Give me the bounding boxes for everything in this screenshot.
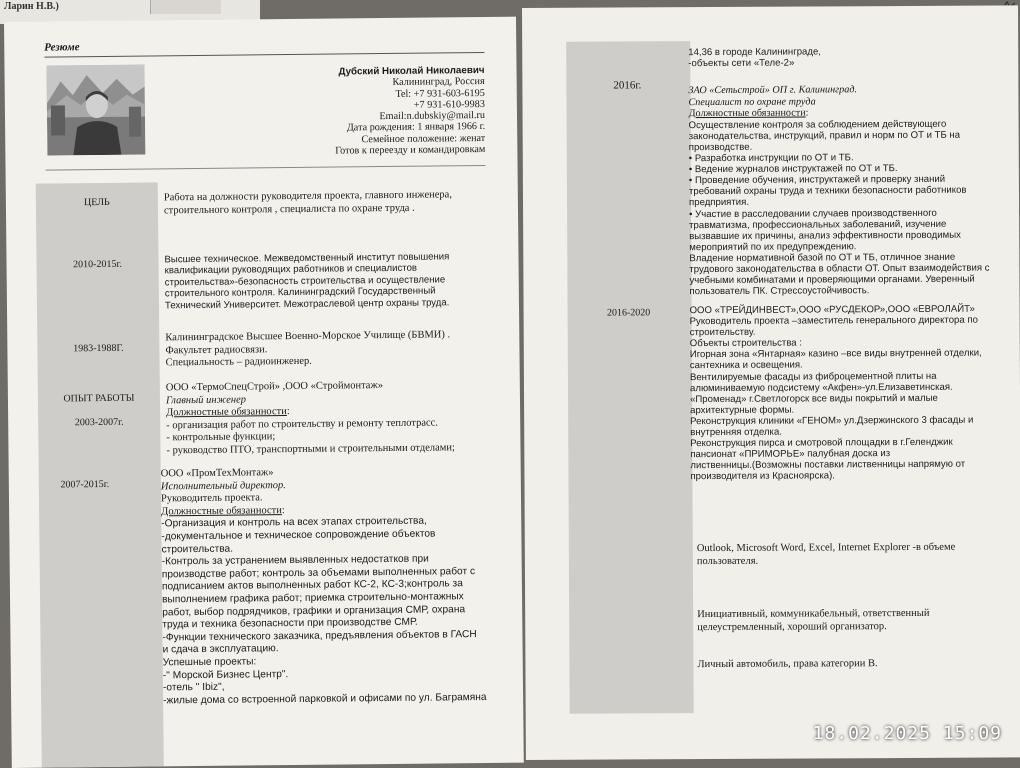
job-line: «Променад» г.Светлогорск все виды покрытий и малые — [690, 392, 938, 405]
job-3-duties-header: Должностные обязанности — [688, 107, 806, 120]
candidate-email: Email:n.dubskiy@mail.ru — [379, 110, 486, 123]
candidate-phone-2: +7 931-610-9983 — [413, 98, 485, 111]
duty-line: -Функции технического заказчика, предъявления объектов в ГАСН — [162, 628, 477, 644]
duty-line: пользователь ПК. Стрессоустойчивость. — [689, 285, 870, 298]
duty-line: -" Морской Бизнес Центр". — [162, 668, 289, 681]
education-1-years: 2010-2015г. — [73, 258, 123, 271]
job-line: алюминиваемую подсистему «Акфен»-ул.Елизаветинская. — [689, 381, 953, 394]
duty-line: -отель " Ibiz", — [162, 681, 225, 694]
job-1-years: 2003-2007г. — [74, 416, 124, 429]
experience-label: ОПЫТ РАБОТЫ — [63, 392, 135, 405]
goal-label: ЦЕЛЬ — [83, 196, 110, 209]
profile-photo — [46, 65, 145, 156]
job-line: пансионат «ПРИМОРЬЕ» палубная доска из — [690, 448, 891, 461]
right-label-column — [566, 41, 694, 714]
job-2-duties — [161, 515, 486, 707]
duty-line: требований охраны труда и техники безопасности работников — [688, 185, 967, 198]
job-2-years: 2007-2015г. — [60, 478, 110, 491]
goal-line: строительного контроля , специалиста по охране труда . — [163, 202, 415, 216]
goal-text — [164, 189, 452, 217]
job-2-duties-header: Должностные обязанности — [161, 504, 282, 518]
job-3-title: Специалист по охране труда — [688, 96, 816, 108]
job-line: Реконструкция пирса и смотровой площадки в г.Геленджик — [690, 436, 953, 450]
duty-line: учебными комбинатами и проверяющими органами. Уверенный — [689, 273, 975, 287]
background-paper-corner — [150, 0, 221, 14]
duty-line: -Организация и контроль на всех этапах строительства, — [161, 515, 427, 530]
job-line: Объекты строительства : — [689, 337, 802, 350]
job-line: архитектурные формы. — [690, 404, 795, 416]
duty-line: - контрольные функции; — [166, 431, 276, 444]
candidate-marital-status: Семейное положение: женат — [361, 132, 486, 146]
duty-line: • Ведение журналов инструктажей по ОТ и ТБ. — [688, 163, 898, 176]
duty-line: предприятия. — [688, 197, 750, 209]
duty-line: вызвавшие их причины, анализ эффективности проводимых — [689, 229, 961, 242]
job-line: сантехника и освещения. — [689, 360, 803, 372]
job-2-title: Исполнительный директор. — [160, 479, 286, 492]
duty-line: -документальное и техническое сопровождение объектов — [161, 528, 436, 543]
personal-qualities — [697, 608, 929, 634]
duty-line: трудового законодательства в области ОТ. Опыт взаимодействия с — [689, 262, 990, 276]
duty-line: выполнением графика работ; приемка строительно-монтажных — [162, 591, 464, 606]
duty-line: производстве. — [688, 141, 753, 154]
job-3-duties — [689, 118, 990, 297]
duty-line: • Проведение обучения, инструктажей и проверку знаний — [688, 174, 946, 187]
job-line: Руководитель проекта –заместитель генерального директора по — [689, 314, 978, 328]
duty-line: Осуществление контроля за соблюдением действующего — [688, 118, 947, 131]
contact-block — [274, 65, 485, 158]
job-3-text: ЗАО «Сетьстрой» ОП г. Калининград. Специалист по охране труда Должностные обязанности: Осуществление контроля за соблюдением действующего законодательства, инструкций, правил и норм по ОТ и ТБ на производстве. • Разработка инструкции по ОТ и ТБ. • Ведение журналов инструктажей по ОТ и ТБ. • Проведение обучения, инструктажей и проверку знаний требований охраны труда и техники безопасности работников предприятия. • Участие в расследовании случаев производственного травматизма, профессиональных заболеваний, изучение вызвавшие их причины, анализ эффективности проводимых мероприятий по их предупреждению. Владение нормативной базой по ОТ и ТБ, отличное знание трудового законодательства в области ОТ. Опыт взаимодействия с учебными комбинатами и проверяющими органами. Уверенный пользователь ПК. Стрессоустойчивость. — [688, 84, 990, 298]
job-2-company: ООО «ПромТехМонтаж» — [160, 467, 274, 480]
duty-line: -жилые дома со встроенной парковкой и офисами по ул. Баграмяна — [163, 691, 487, 707]
software-skills — [697, 542, 956, 569]
job-line: внутренняя отделка. — [690, 426, 782, 439]
qualities-line: Инициативный, коммуникабельный, ответственный — [697, 607, 930, 621]
edu-line: Факультет радиосвязи. — [165, 343, 268, 356]
duty-line: законодательства, инструкций, правил и норм по ОТ и ТБ на — [688, 129, 961, 143]
job-2-role: Руководитель проекта. — [160, 492, 263, 505]
job-1-text: ООО «ТермоСпецСтрой» ,ООО «Строймонтаж» Главный инженер Должностные обязанности: - организация работ по строительству и ремонту теплотрасс. - контрольные функции; - руководство ПТО, транспортными и строительными отделами; — [165, 380, 455, 457]
resume-page-right — [522, 5, 1020, 760]
duty-line: труда и техника безопасности при производстве СМР. — [162, 616, 418, 631]
resume-title: Резюме — [44, 41, 80, 54]
goal-line: Работа на должности руководителя проекта, главного инженера, — [163, 189, 453, 204]
edu-line: Специальность – радиоинженер. — [165, 355, 312, 369]
job-1-duties-header: Должностные обязанности — [166, 406, 287, 419]
job-2-text: ООО «ПромТехМонтаж» Исполнительный директор. Руководитель проекта. Должностные обязанности: -Организация и контроль на всех этапах строительства, -документальное и техническое сопровождение объектов строительства. -Контроль за устранением выявленных недостатков при производстве работ; контроль за объемами выполненных работ с подписанием актов выполненных работ КС-2, КС-3;контроль за выполнением графика работ; приемка строительно-монтажных работ, выбор подрядчиков, графики и организация СМР, охрана труда и техника безопасности при производстве СМР. -Функции технического заказчика, предъявления объектов в ГАСН и сдача в эксплуатацию. Успешные проекты: -" Морской Бизнес Центр". -отель " Ibiz", -жилые дома со встроенной парковкой и офисами по ул. Баграмяна — [161, 465, 487, 708]
qualities-line: целеустремленный, хороший организатор. — [697, 620, 887, 633]
edu-line: Технический Университет. Межотраслевой центр охраны труда. — [164, 296, 450, 311]
job-line: Вентилируемые фасады из фиброцементной плиты на — [689, 370, 937, 383]
duty-line: производстве работ; контроль за объемами выполненных работ с — [161, 565, 476, 581]
education-1-text — [164, 251, 449, 311]
job-4-years: 2016-2020 — [606, 307, 651, 319]
candidate-name: Дубский Николай Николаевич — [338, 64, 485, 78]
additional-info: Личный автомобиль, права категории В. — [697, 658, 878, 671]
candidate-phone-1: Tel: +7 931-603-6195 — [395, 87, 485, 100]
header-rule — [46, 165, 486, 171]
job-3-years: 2016г. — [613, 79, 642, 92]
duty-line: работ, выбор подрядчиков, графики и организация СМР, охрана — [162, 603, 466, 618]
duty-line: мероприятий по их предупреждению. — [689, 241, 857, 253]
photo-timestamp: 18.02.2025 15:09 — [812, 723, 1002, 744]
job-3-company: ЗАО «Сетьстрой» ОП г. Калининград. — [688, 84, 858, 97]
duty-line: - организация работ по строительству и ремонту теплотрасс. — [166, 417, 438, 432]
candidate-birthdate: Дата рождения: 1 января 1966 г. — [346, 121, 486, 134]
resume-page-left — [4, 17, 524, 768]
candidate-relocation: Готов к переезду и командировкам — [335, 144, 486, 157]
software-line: Outlook, Microsoft Word, Excel, Internet Explorer -в объеме — [696, 541, 956, 555]
duty-line: • Участие в расследовании случаев производственного — [689, 207, 937, 220]
title-rule — [44, 52, 484, 58]
edu-line: Калининградское Высшее Военно-Морское Училище (БВМИ) . — [165, 329, 451, 344]
job-1-company: ООО «ТермоСпецСтрой» ,ООО «Строймонтаж» — [165, 380, 383, 394]
education-2-text — [165, 329, 450, 370]
candidate-city: Калининград, Россия — [392, 76, 485, 89]
job-line: Игорная зона «Янтарная» казино –все виды внутренней отделки, — [689, 347, 982, 361]
duty-line: травматизма, профессиональных заболеваний, изучение — [689, 218, 947, 231]
duty-line: строительства. — [161, 543, 234, 555]
top-lines — [688, 46, 821, 70]
edu-line: квалификации руководящих работников и специалистов — [164, 263, 418, 277]
job-line: лиственницы.(Возможны поставки лиственницы напрямую от — [690, 458, 966, 472]
education-2-years: 1983-1988Г. — [73, 342, 124, 355]
job-4-text — [690, 304, 983, 483]
duty-line: Владение нормативной базой по ОТ и ТБ, отличное знание — [689, 251, 956, 265]
job-line: производителя из Красноярска). — [690, 470, 836, 483]
job-line: строительству. — [689, 326, 756, 339]
edu-line: строительного контроля. Калининградский Государственный — [164, 285, 436, 300]
duty-line: • Разработка инструкции по ОТ и ТБ. — [688, 152, 854, 165]
duty-line: подписанием актов выполненных работ КС-2, КС-3;контроль за — [161, 578, 463, 593]
continued-line: -объекты сети «Теле-2» — [688, 57, 795, 70]
duty-line: -Контроль за устранением выявленных недостатков при — [161, 553, 429, 568]
duty-line: Успешные проекты: — [162, 656, 257, 669]
corner-note: Ларин Н.В.) — [4, 1, 59, 12]
duty-line: - руководство ПТО, транспортными и строительными отделами; — [166, 442, 455, 457]
job-line: ООО «ТРЕЙДИНВЕСТ»,ООО «РУСДЕКОР»,ООО «ЕВРОЛАЙТ» — [689, 303, 975, 317]
edu-line: строительства»-безопасность строительства и осуществление — [164, 274, 446, 289]
continued-line: 14,36 в городе Калининграде, — [688, 46, 821, 59]
edu-line: Высшее техническое. Межведомственный институт повышения — [164, 251, 450, 266]
duty-line: и сдача в эксплуатацию. — [162, 643, 279, 656]
software-line: пользователя. — [696, 555, 759, 567]
job-line: Реконструкция клиники «ГЕНОМ» ул.Дзержинского 3 фасады и — [690, 414, 974, 428]
job-1-title: Главный инженер — [165, 394, 247, 406]
